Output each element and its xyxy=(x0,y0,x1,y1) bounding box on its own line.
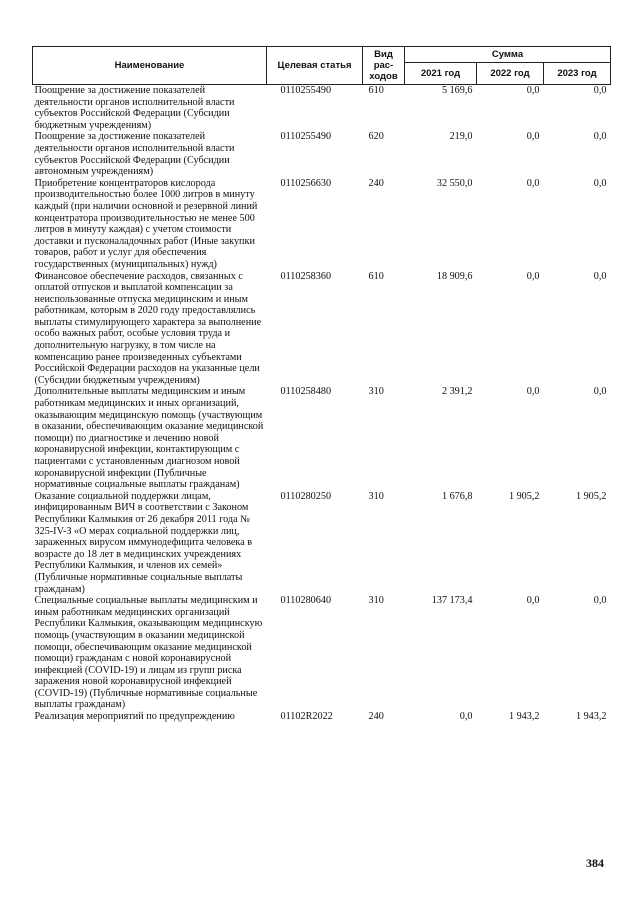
row-target-code: 01102R2022 xyxy=(280,711,333,723)
header-code: Целевая статья xyxy=(267,47,363,85)
table-row xyxy=(33,178,611,271)
budget-table-page xyxy=(32,46,610,723)
row-expense-type: 620 xyxy=(368,131,384,143)
row-sum-2023: 0,0 xyxy=(593,177,607,189)
table-row xyxy=(33,386,611,490)
row-name: Реализация мероприятий по предупреждению xyxy=(34,711,235,723)
header-name: Наименование xyxy=(33,47,267,85)
row-sum-2021: 219,0 xyxy=(449,131,473,143)
table-row xyxy=(33,711,611,723)
row-sum-2023: 1 943,2 xyxy=(575,711,607,723)
row-sum-2023: 0,0 xyxy=(593,386,607,398)
header-2023: 2023 год xyxy=(544,63,611,85)
row-sum-2022: 0,0 xyxy=(526,131,540,143)
row-sum-2022: 1 943,2 xyxy=(508,711,540,723)
table-row xyxy=(33,271,611,387)
row-expense-type: 310 xyxy=(368,595,384,607)
header-sum: Сумма xyxy=(405,47,611,63)
row-target-code: 0110258360 xyxy=(280,270,332,282)
table-body xyxy=(33,85,611,723)
row-name: Поощрение за достижение показателей деятельности органов исполнительной власти субъектов Российской Федерации (Субсидии бюджетным учреждениям) xyxy=(34,85,235,131)
row-sum-2023: 0,0 xyxy=(593,85,607,96)
budget-table xyxy=(32,46,611,723)
row-sum-2021: 1 676,8 xyxy=(441,490,473,502)
row-sum-2021: 18 909,6 xyxy=(436,270,473,282)
row-sum-2021: 2 391,2 xyxy=(441,386,473,398)
row-name: Финансовое обеспечение расходов, связанных с оплатой отпусков и выплатой компенсации за неиспользованные отпуска медицинским и иным работникам, которым в 2020 году предоставлялись выплаты стимулирующего характера за выполнение особо важных работ, особые условия труда и дополнительную нагрузку, в том числе на компенсацию ранее произведенных субъектами Российской Федерации расходов на указанные цели (Субсидии бюджетным учреждениям) xyxy=(34,270,262,386)
row-expense-type: 610 xyxy=(368,85,384,96)
row-name: Специальные социальные выплаты медицинским и иным работникам медицинских организаций Республики Калмыкия, оказывающим медицинскую помощь (участвующим в оказании медицинской помощи, обеспечивающим оказание медицинской помощи) гражданам с новой коронавирусной инфекцией (COVID-19) и лицам из групп риска заражения новой коронавирусной инфекцией (COVID-19) (Публичные нормативные социальные выплаты гражданам) xyxy=(34,595,263,711)
row-sum-2021: 0,0 xyxy=(459,711,473,723)
table-row xyxy=(33,85,611,132)
row-target-code: 0110255490 xyxy=(280,85,332,96)
row-expense-type: 310 xyxy=(368,490,384,502)
row-sum-2021: 5 169,6 xyxy=(441,85,473,96)
table-row xyxy=(33,491,611,595)
row-sum-2022: 0,0 xyxy=(526,270,540,282)
row-sum-2023: 0,0 xyxy=(593,131,607,143)
row-sum-2023: 1 905,2 xyxy=(575,490,607,502)
row-name: Приобретение концентраторов кислорода производительностью более 1000 литров в минуту каждый (при наличии основной и резервной линий концентратора производительностью не менее 500 литров в минуту каждая) с учетом стоимости доставки и пусконаладочных работ (Иные закупки товаров, работ и услуг для обеспечения государственных (муниципальных) нужд) xyxy=(34,177,258,270)
header-2021: 2021 год xyxy=(405,63,477,85)
row-target-code: 0110280250 xyxy=(280,490,332,502)
row-expense-type: 610 xyxy=(368,270,384,282)
row-target-code: 0110255490 xyxy=(280,131,332,143)
row-target-code: 0110258480 xyxy=(280,386,332,398)
row-sum-2022: 0,0 xyxy=(526,595,540,607)
row-sum-2022: 0,0 xyxy=(526,177,540,189)
table-row xyxy=(33,131,611,177)
table-row xyxy=(33,595,611,711)
row-expense-type: 310 xyxy=(368,386,384,398)
row-sum-2022: 1 905,2 xyxy=(508,490,540,502)
row-name: Дополнительные выплаты медицинским и иным работникам медицинских и иных организаций, оказывающим медицинскую помощь (участвующим в оказании, обеспечивающим оказание медицинской помощи) по диагностике и лечению новой коронавирусной инфекции, контактирующим с пациентами с установленным диагнозом новой коронавирусной инфекции (Публичные нормативные социальные выплаты гражданам) xyxy=(34,386,264,491)
row-sum-2021: 137 173,4 xyxy=(431,595,473,607)
row-sum-2023: 0,0 xyxy=(593,595,607,607)
row-expense-type: 240 xyxy=(368,177,384,189)
table-header xyxy=(33,47,611,85)
row-name: Оказание социальной поддержки лицам, инфицированным ВИЧ в соответствии с Законом Республики Калмыкия от 26 декабря 2011 года № 325-IV-З «О мерах социальной поддержки лиц, зараженных вирусом иммунодефицита человека в возрасте до 18 лет в медицинских учреждениях Республики Калмыкия, и членов их семей» (Публичные нормативные социальные выплаты гражданам) xyxy=(34,490,253,595)
row-sum-2022: 0,0 xyxy=(526,386,540,398)
row-target-code: 0110256630 xyxy=(280,177,332,189)
header-2022: 2022 год xyxy=(477,63,544,85)
row-target-code: 0110280640 xyxy=(280,595,332,607)
row-sum-2022: 0,0 xyxy=(526,85,540,96)
page-number: 384 xyxy=(586,856,604,870)
header-vid: Вид рас-ходов xyxy=(363,47,405,85)
row-sum-2023: 0,0 xyxy=(593,270,607,282)
row-sum-2021: 32 550,0 xyxy=(436,177,473,189)
row-expense-type: 240 xyxy=(368,711,384,723)
row-name: Поощрение за достижение показателей деятельности органов исполнительной власти субъектов Российской Федерации (Субсидии автономным учреждениям) xyxy=(34,131,235,178)
